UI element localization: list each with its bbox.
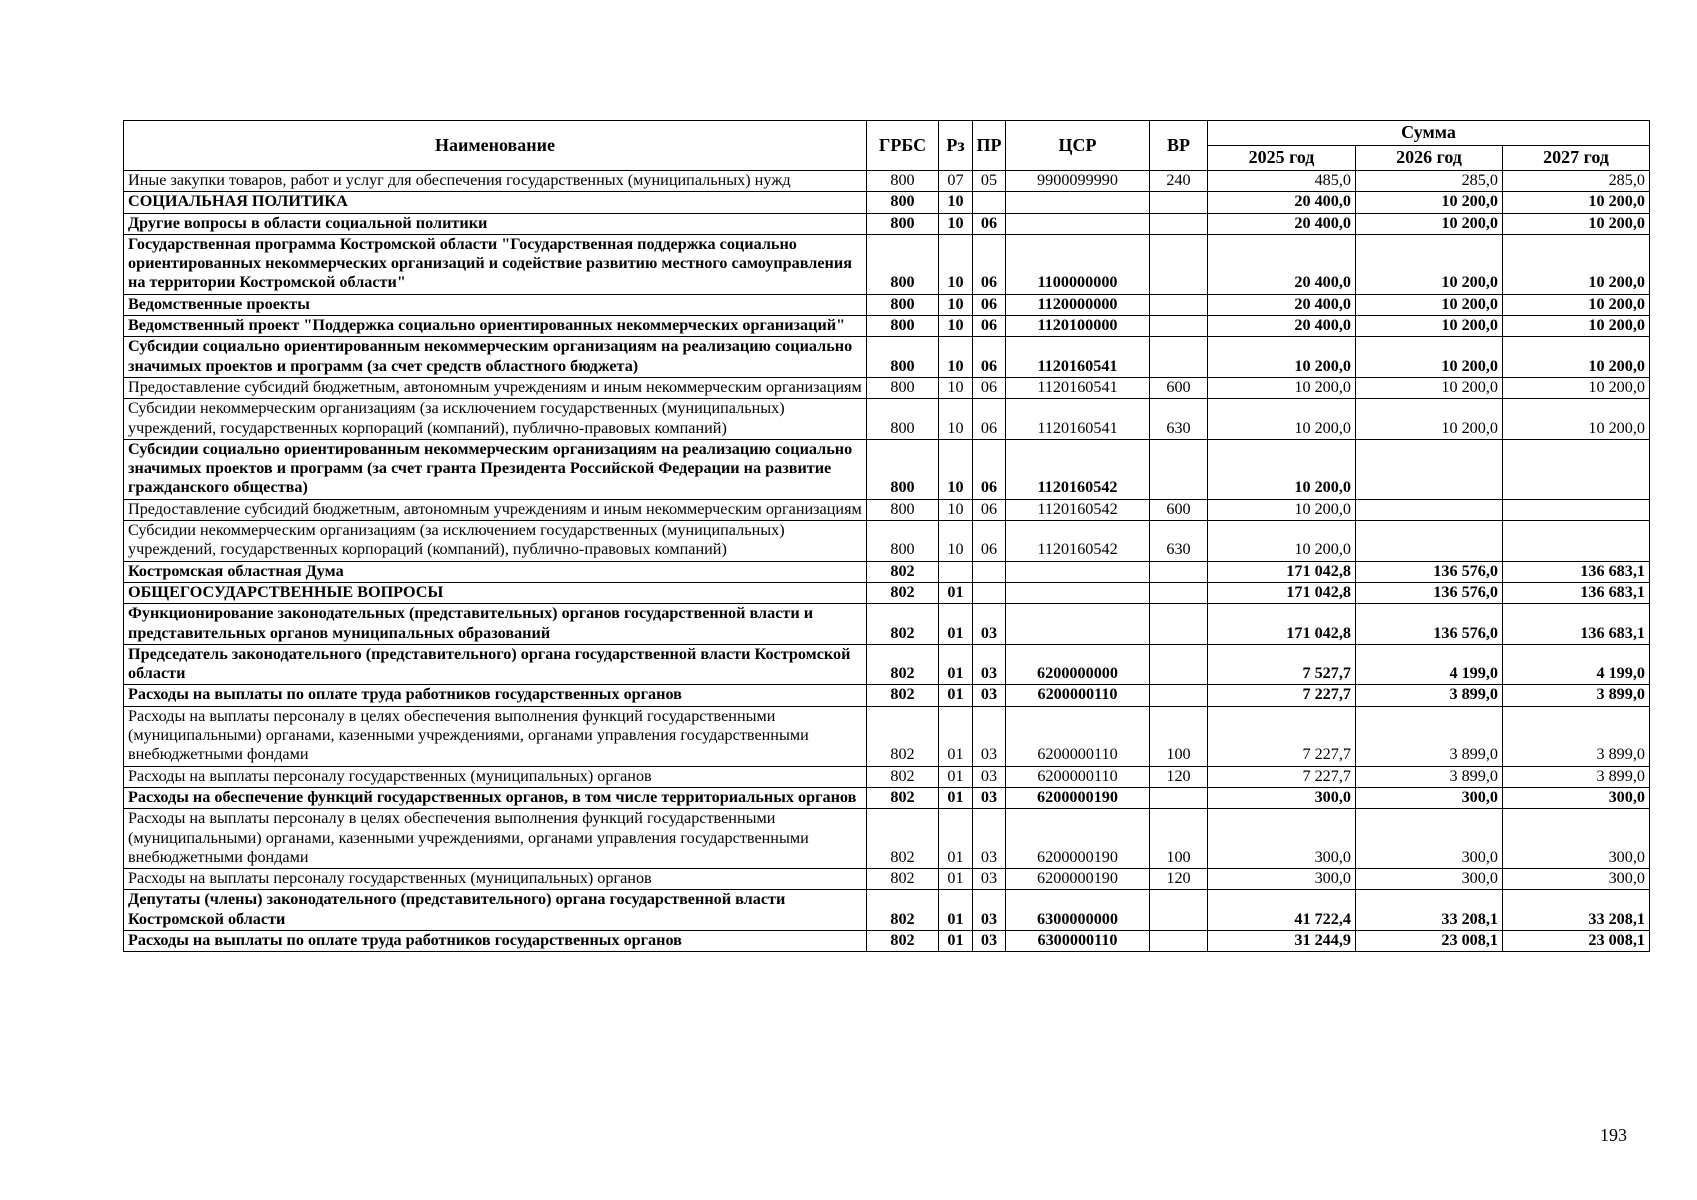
row-csr: 1120100000 (1006, 316, 1150, 337)
row-csr (1006, 213, 1150, 234)
row-rz: 10 (939, 192, 973, 213)
row-pr: 03 (973, 890, 1006, 931)
row-csr: 6300000000 (1006, 890, 1150, 931)
table-row (124, 766, 1650, 787)
row-sum-2025: 20 400,0 (1208, 294, 1356, 315)
row-name: Расходы на выплаты персоналу в целях обеспечения выполнения функций государственными (муниципальными) органами, казенными учреждениями, органами управления государственными внебюджетными фондами (124, 706, 867, 766)
row-sum-2025: 10 200,0 (1208, 399, 1356, 440)
row-name: Предоставление субсидий бюджетным, автономным учреждениям и иным некоммерческим организациям (124, 377, 867, 398)
row-sum-2027: 10 200,0 (1503, 213, 1650, 234)
row-vr: 240 (1150, 171, 1208, 192)
row-grbs: 800 (867, 377, 939, 398)
row-grbs: 802 (867, 685, 939, 706)
row-sum-2026 (1356, 499, 1503, 520)
table-row (124, 192, 1650, 213)
table-row (124, 869, 1650, 890)
row-name: Государственная программа Костромской области "Государственная поддержка социально ориентированных некоммерческих организаций и содействие развитию местного самоуправления на территории Костромской области" (124, 234, 867, 294)
row-sum-2027: 10 200,0 (1503, 192, 1650, 213)
row-grbs: 800 (867, 499, 939, 520)
row-name: Ведомственный проект "Поддержка социально ориентированных некоммерческих организаций" (124, 316, 867, 337)
row-sum-2026: 4 199,0 (1356, 644, 1503, 685)
row-grbs: 800 (867, 192, 939, 213)
row-name: Расходы на выплаты персоналу в целях обеспечения выполнения функций государственными (муниципальными) органами, казенными учреждениями, органами управления государственными внебюджетными фондами (124, 809, 867, 869)
row-grbs: 802 (867, 766, 939, 787)
row-name: Депутаты (члены) законодательного (представительного) органа государственной власти Костромской области (124, 890, 867, 931)
row-name: Расходы на выплаты по оплате труда работников государственных органов (124, 685, 867, 706)
row-rz: 10 (939, 521, 973, 562)
row-pr: 06 (973, 521, 1006, 562)
row-pr: 06 (973, 499, 1006, 520)
row-sum-2025: 300,0 (1208, 869, 1356, 890)
row-sum-2027: 10 200,0 (1503, 337, 1650, 378)
row-sum-2025: 10 200,0 (1208, 499, 1356, 520)
row-pr: 03 (973, 787, 1006, 808)
row-sum-2027: 33 208,1 (1503, 890, 1650, 931)
row-pr (973, 582, 1006, 603)
table-header (124, 121, 1650, 171)
row-csr: 1120160542 (1006, 521, 1150, 562)
row-name: Предоставление субсидий бюджетным, автономным учреждениям и иным некоммерческим организациям (124, 499, 867, 520)
row-grbs: 802 (867, 706, 939, 766)
table-row (124, 377, 1650, 398)
row-vr: 120 (1150, 869, 1208, 890)
row-sum-2025: 20 400,0 (1208, 213, 1356, 234)
table-row (124, 294, 1650, 315)
row-vr (1150, 644, 1208, 685)
row-grbs: 800 (867, 521, 939, 562)
row-grbs: 800 (867, 316, 939, 337)
row-sum-2025: 20 400,0 (1208, 192, 1356, 213)
row-vr: 100 (1150, 706, 1208, 766)
row-csr (1006, 604, 1150, 645)
row-rz: 01 (939, 890, 973, 931)
row-rz (939, 561, 973, 582)
header-name: Наименование (124, 121, 867, 171)
table-row (124, 316, 1650, 337)
row-pr: 06 (973, 399, 1006, 440)
row-name: Расходы на выплаты по оплате труда работников государственных органов (124, 930, 867, 951)
row-sum-2027: 136 683,1 (1503, 582, 1650, 603)
header-2027: 2027 год (1503, 146, 1650, 171)
row-sum-2026: 23 008,1 (1356, 930, 1503, 951)
row-csr: 1100000000 (1006, 234, 1150, 294)
row-vr: 630 (1150, 521, 1208, 562)
header-2025: 2025 год (1208, 146, 1356, 171)
row-sum-2026: 285,0 (1356, 171, 1503, 192)
row-grbs: 802 (867, 644, 939, 685)
page-number: 193 (1600, 1125, 1627, 1145)
row-csr: 6200000190 (1006, 869, 1150, 890)
table-row (124, 337, 1650, 378)
row-rz: 07 (939, 171, 973, 192)
row-vr (1150, 604, 1208, 645)
row-csr: 1120160542 (1006, 439, 1150, 499)
row-vr: 600 (1150, 377, 1208, 398)
table-row (124, 582, 1650, 603)
row-sum-2027: 10 200,0 (1503, 234, 1650, 294)
row-name: ОБЩЕГОСУДАРСТВЕННЫЕ ВОПРОСЫ (124, 582, 867, 603)
row-sum-2027 (1503, 521, 1650, 562)
budget-table (123, 120, 1650, 952)
row-vr (1150, 192, 1208, 213)
row-sum-2026 (1356, 439, 1503, 499)
row-sum-2027: 300,0 (1503, 869, 1650, 890)
row-csr: 6200000000 (1006, 644, 1150, 685)
row-vr (1150, 316, 1208, 337)
table-row (124, 171, 1650, 192)
row-rz: 01 (939, 685, 973, 706)
header-rz: Рз (939, 121, 973, 171)
row-grbs: 800 (867, 171, 939, 192)
row-rz: 10 (939, 316, 973, 337)
row-grbs: 802 (867, 809, 939, 869)
row-sum-2026 (1356, 521, 1503, 562)
row-csr: 6200000110 (1006, 766, 1150, 787)
row-grbs: 802 (867, 582, 939, 603)
row-rz: 01 (939, 582, 973, 603)
row-sum-2025: 20 400,0 (1208, 316, 1356, 337)
row-csr: 6200000190 (1006, 787, 1150, 808)
row-pr: 03 (973, 930, 1006, 951)
row-sum-2026: 10 200,0 (1356, 377, 1503, 398)
row-name: Председатель законодательного (представительного) органа государственной власти Костромской области (124, 644, 867, 685)
row-sum-2027: 3 899,0 (1503, 685, 1650, 706)
row-sum-2027: 10 200,0 (1503, 294, 1650, 315)
row-sum-2025: 41 722,4 (1208, 890, 1356, 931)
row-vr (1150, 439, 1208, 499)
row-rz: 01 (939, 930, 973, 951)
row-vr (1150, 930, 1208, 951)
row-pr: 06 (973, 439, 1006, 499)
row-sum-2027: 136 683,1 (1503, 604, 1650, 645)
row-name: Расходы на выплаты персоналу государственных (муниципальных) органов (124, 869, 867, 890)
row-grbs: 802 (867, 930, 939, 951)
table-row (124, 706, 1650, 766)
row-grbs: 800 (867, 234, 939, 294)
row-sum-2026: 10 200,0 (1356, 399, 1503, 440)
row-pr: 03 (973, 644, 1006, 685)
row-name: Субсидии социально ориентированным некоммерческим организациям на реализацию социально значимых проектов и программ (за счет средств областного бюджета) (124, 337, 867, 378)
row-pr: 06 (973, 213, 1006, 234)
row-sum-2026: 10 200,0 (1356, 294, 1503, 315)
row-sum-2026: 10 200,0 (1356, 192, 1503, 213)
table-body (124, 171, 1650, 952)
row-sum-2025: 7 527,7 (1208, 644, 1356, 685)
row-sum-2027 (1503, 499, 1650, 520)
row-vr: 100 (1150, 809, 1208, 869)
table-row (124, 685, 1650, 706)
row-sum-2025: 10 200,0 (1208, 439, 1356, 499)
header-vr: ВР (1150, 121, 1208, 171)
row-sum-2027: 3 899,0 (1503, 766, 1650, 787)
table-row (124, 930, 1650, 951)
row-name: СОЦИАЛЬНАЯ ПОЛИТИКА (124, 192, 867, 213)
row-grbs: 800 (867, 439, 939, 499)
row-sum-2027: 300,0 (1503, 809, 1650, 869)
row-name: Субсидии некоммерческим организациям (за исключением государственных (муниципальных) учреждений, государственных корпораций (компаний), публично-правовых компаний) (124, 399, 867, 440)
row-rz: 01 (939, 869, 973, 890)
row-rz: 10 (939, 213, 973, 234)
row-sum-2025: 171 042,8 (1208, 582, 1356, 603)
row-sum-2027: 10 200,0 (1503, 316, 1650, 337)
table-row (124, 890, 1650, 931)
row-vr (1150, 890, 1208, 931)
table-row (124, 787, 1650, 808)
row-vr: 120 (1150, 766, 1208, 787)
row-pr: 03 (973, 706, 1006, 766)
row-sum-2025: 7 227,7 (1208, 685, 1356, 706)
row-pr: 03 (973, 604, 1006, 645)
row-vr (1150, 294, 1208, 315)
row-vr: 630 (1150, 399, 1208, 440)
row-sum-2027: 10 200,0 (1503, 377, 1650, 398)
row-pr: 06 (973, 234, 1006, 294)
row-csr: 1120000000 (1006, 294, 1150, 315)
row-name: Субсидии социально ориентированным некоммерческим организациям на реализацию социально значимых проектов и программ (за счет гранта Президента Российской Федерации на развитие гражданского общества) (124, 439, 867, 499)
row-csr: 1120160541 (1006, 337, 1150, 378)
row-sum-2025: 171 042,8 (1208, 604, 1356, 645)
row-grbs: 802 (867, 787, 939, 808)
row-pr: 06 (973, 337, 1006, 378)
row-pr: 03 (973, 809, 1006, 869)
row-csr: 6300000110 (1006, 930, 1150, 951)
row-sum-2026: 3 899,0 (1356, 706, 1503, 766)
row-grbs: 802 (867, 869, 939, 890)
row-sum-2025: 171 042,8 (1208, 561, 1356, 582)
row-sum-2026: 33 208,1 (1356, 890, 1503, 931)
row-sum-2025: 7 227,7 (1208, 766, 1356, 787)
row-name: Костромская областная Дума (124, 561, 867, 582)
row-vr (1150, 685, 1208, 706)
row-sum-2026: 300,0 (1356, 809, 1503, 869)
row-grbs: 802 (867, 890, 939, 931)
header-grbs: ГРБС (867, 121, 939, 171)
row-sum-2026: 10 200,0 (1356, 234, 1503, 294)
row-rz: 10 (939, 294, 973, 315)
row-rz: 01 (939, 706, 973, 766)
row-rz: 10 (939, 499, 973, 520)
row-sum-2027: 300,0 (1503, 787, 1650, 808)
row-rz: 10 (939, 377, 973, 398)
table-row (124, 561, 1650, 582)
row-sum-2027: 23 008,1 (1503, 930, 1650, 951)
row-pr: 03 (973, 685, 1006, 706)
row-sum-2026: 300,0 (1356, 787, 1503, 808)
row-sum-2026: 10 200,0 (1356, 316, 1503, 337)
row-grbs: 800 (867, 294, 939, 315)
row-name: Расходы на обеспечение функций государственных органов, в том числе территориальных органов (124, 787, 867, 808)
row-grbs: 800 (867, 213, 939, 234)
table-row (124, 521, 1650, 562)
row-csr: 1120160541 (1006, 377, 1150, 398)
row-pr (973, 192, 1006, 213)
row-vr (1150, 213, 1208, 234)
row-vr (1150, 787, 1208, 808)
row-rz: 01 (939, 766, 973, 787)
row-sum-2025: 20 400,0 (1208, 234, 1356, 294)
row-grbs: 800 (867, 399, 939, 440)
row-grbs: 802 (867, 604, 939, 645)
row-pr: 06 (973, 377, 1006, 398)
row-sum-2026: 3 899,0 (1356, 766, 1503, 787)
row-name: Субсидии некоммерческим организациям (за исключением государственных (муниципальных) учреждений, государственных корпораций (компаний), публично-правовых компаний) (124, 521, 867, 562)
row-name: Иные закупки товаров, работ и услуг для обеспечения государственных (муниципальных) нужд (124, 171, 867, 192)
row-rz: 01 (939, 604, 973, 645)
row-pr: 06 (973, 294, 1006, 315)
header-2026: 2026 год (1356, 146, 1503, 171)
table-row (124, 439, 1650, 499)
table-row (124, 644, 1650, 685)
table-row (124, 809, 1650, 869)
row-sum-2027 (1503, 439, 1650, 499)
table-row (124, 399, 1650, 440)
row-pr (973, 561, 1006, 582)
row-csr (1006, 561, 1150, 582)
header-pr: ПР (973, 121, 1006, 171)
row-name: Функционирование законодательных (представительных) органов государственной власти и представительных органов муниципальных образований (124, 604, 867, 645)
row-sum-2027: 3 899,0 (1503, 706, 1650, 766)
row-vr (1150, 582, 1208, 603)
row-sum-2026: 136 576,0 (1356, 582, 1503, 603)
row-sum-2026: 10 200,0 (1356, 213, 1503, 234)
row-grbs: 802 (867, 561, 939, 582)
row-pr: 03 (973, 869, 1006, 890)
row-pr: 06 (973, 316, 1006, 337)
row-csr: 1120160542 (1006, 499, 1150, 520)
row-csr: 6200000110 (1006, 685, 1150, 706)
row-pr: 05 (973, 171, 1006, 192)
row-rz: 10 (939, 439, 973, 499)
row-vr (1150, 561, 1208, 582)
row-name: Ведомственные проекты (124, 294, 867, 315)
row-csr: 1120160541 (1006, 399, 1150, 440)
row-grbs: 800 (867, 337, 939, 378)
row-sum-2027: 136 683,1 (1503, 561, 1650, 582)
row-sum-2025: 300,0 (1208, 809, 1356, 869)
row-rz: 10 (939, 337, 973, 378)
row-sum-2025: 485,0 (1208, 171, 1356, 192)
table-row (124, 234, 1650, 294)
row-csr: 6200000110 (1006, 706, 1150, 766)
row-sum-2027: 285,0 (1503, 171, 1650, 192)
row-sum-2027: 10 200,0 (1503, 399, 1650, 440)
row-name: Расходы на выплаты персоналу государственных (муниципальных) органов (124, 766, 867, 787)
row-rz: 01 (939, 787, 973, 808)
row-sum-2025: 10 200,0 (1208, 337, 1356, 378)
row-rz: 01 (939, 644, 973, 685)
row-vr (1150, 337, 1208, 378)
row-sum-2026: 136 576,0 (1356, 604, 1503, 645)
row-sum-2025: 10 200,0 (1208, 521, 1356, 562)
row-rz: 10 (939, 234, 973, 294)
row-rz: 10 (939, 399, 973, 440)
row-sum-2025: 31 244,9 (1208, 930, 1356, 951)
table-row (124, 499, 1650, 520)
row-sum-2027: 4 199,0 (1503, 644, 1650, 685)
row-sum-2025: 10 200,0 (1208, 377, 1356, 398)
row-csr: 6200000190 (1006, 809, 1150, 869)
header-csr: ЦСР (1006, 121, 1150, 171)
row-csr (1006, 192, 1150, 213)
row-sum-2025: 7 227,7 (1208, 706, 1356, 766)
row-sum-2026: 10 200,0 (1356, 337, 1503, 378)
row-vr: 600 (1150, 499, 1208, 520)
row-sum-2026: 300,0 (1356, 869, 1503, 890)
row-rz: 01 (939, 809, 973, 869)
table-row (124, 213, 1650, 234)
row-csr (1006, 582, 1150, 603)
row-pr: 03 (973, 766, 1006, 787)
header-sum: Сумма (1208, 121, 1650, 146)
row-sum-2025: 300,0 (1208, 787, 1356, 808)
row-sum-2026: 3 899,0 (1356, 685, 1503, 706)
row-sum-2026: 136 576,0 (1356, 561, 1503, 582)
row-vr (1150, 234, 1208, 294)
row-csr: 9900099990 (1006, 171, 1150, 192)
row-name: Другие вопросы в области социальной политики (124, 213, 867, 234)
table-row (124, 604, 1650, 645)
